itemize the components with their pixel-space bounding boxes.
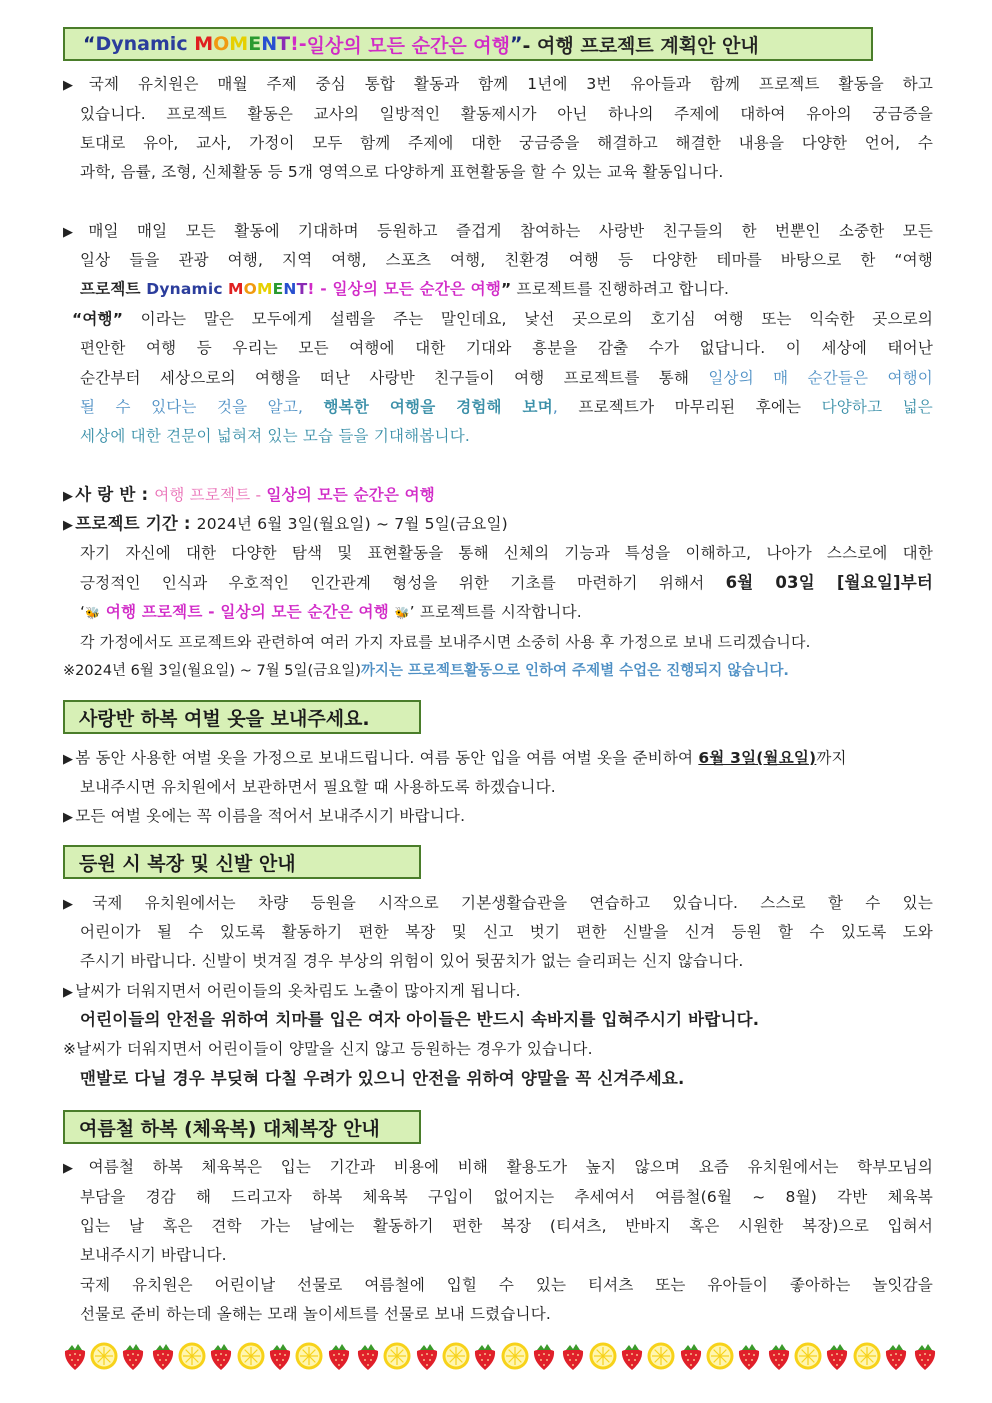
note-text: 까지는 프로젝트활동으로 인하여 주제별 수업은 진행되지 않습니다. xyxy=(360,663,789,679)
para2-text-7e: 다양하고 넓은 xyxy=(821,398,933,416)
lemon-icon xyxy=(793,1339,822,1373)
title-quote-close: ” xyxy=(510,33,523,55)
period-project-name: 여행 프로젝트 - 일상의 모든 순간은 여행 xyxy=(100,603,395,621)
title-rest: - 여행 프로젝트 계획안 안내 xyxy=(522,34,759,57)
strawberry-icon xyxy=(471,1339,500,1373)
strawberry-icon xyxy=(412,1339,441,1373)
period-line-4 xyxy=(80,597,933,627)
section3-line-1 xyxy=(63,1152,933,1182)
note-marker: ※ xyxy=(63,663,76,679)
class-value-b: 일상의 모든 순간은 여행 xyxy=(266,486,435,504)
lemon-icon xyxy=(852,1339,881,1373)
lemon-icon xyxy=(295,1339,324,1373)
section3-line-4: 보내주시기 바랍니다. xyxy=(80,1246,227,1264)
lemon-icon xyxy=(647,1339,676,1373)
section3-line-5: 국제 유치원은 어린이날 선물로 여름철에 입힐 수 있는 티셔츠 또는 유아들이 좋아하는 놀잇감을 xyxy=(80,1276,933,1294)
bee-icon: 🐝 xyxy=(85,606,101,620)
moment-letter: T xyxy=(296,280,308,298)
moment-letter: M xyxy=(227,280,244,298)
para2-dynamic: Dynamic xyxy=(146,280,223,298)
section3-text-1: 여름철 하복 체육복은 입는 기간과 비용에 비해 활용도가 높지 않으며 요즘 유치원에서는 학부모님의 xyxy=(88,1158,934,1176)
para2-text-7d: 프로젝트가 마무리된 후에는 xyxy=(578,398,822,416)
para2-line-7 xyxy=(80,392,933,422)
bullet-marker: ▶ xyxy=(63,752,74,767)
section3-line-2: 부담을 경감 해 드리고자 하복 체육복 구입이 없어지는 추세여서 여름철(6월 ~ 8월) 각반 체육복 xyxy=(80,1188,933,1206)
section2-line-3: 주시기 바랍니다. 신발이 벗겨질 경우 부상의 위험이 있어 뒷꿈치가 없는 슬리퍼는 신지 않습니다. xyxy=(80,952,744,970)
para2-text-1: 매일 매일 모든 활동에 기대하며 등원하고 즐겁게 참여하는 사랑반 친구들의 한 번뿐인 소중한 모든 xyxy=(88,222,933,240)
para2-line-4 xyxy=(72,304,933,334)
title-excl: ! xyxy=(290,33,299,55)
para2-text-7a: 될 수 있다는 것을 알고, xyxy=(80,398,324,416)
para2-project-label: 프로젝트 xyxy=(80,280,147,298)
para2-text-6a: 순간부터 세상으로의 여행을 떠난 사랑반 친구들이 여행 프로젝트를 통해 xyxy=(80,369,709,387)
bullet-marker: ▶ xyxy=(63,985,74,1000)
para2-dash: - xyxy=(314,280,333,298)
strawberry-icon xyxy=(353,1339,382,1373)
moment-letter: T xyxy=(277,33,291,55)
section2-line-1 xyxy=(63,888,933,918)
para2-line-8: 세상에 대한 견문이 넓혀져 있는 모습 들을 기대해봅니다. xyxy=(80,427,470,445)
section1-deadline: 6월 3일(월요일) xyxy=(698,749,817,767)
section2-text-4: 날씨가 더워지면서 어린이들의 옷차림도 노출이 많아지게 됩니다. xyxy=(75,982,521,1000)
section2-line-7: 맨발로 다닐 경우 부딪혀 다칠 우려가 있으니 안전을 위하여 양말을 꼭 신겨주세요. xyxy=(80,1069,685,1088)
lemon-icon xyxy=(383,1339,412,1373)
section2-line-6 xyxy=(63,1034,933,1064)
moment-letter: O xyxy=(213,33,230,55)
strawberry-icon xyxy=(207,1339,236,1373)
para2-line-3 xyxy=(80,274,933,304)
note-marker: ※ xyxy=(63,1040,77,1058)
bullet-marker: ▶ xyxy=(63,810,74,825)
intro-text-1: 국제 유치원은 매월 주제 중심 통합 활동과 함께 1년에 3번 유아들과 함께 프로젝트 활동을 하고 xyxy=(88,75,934,93)
fruit-border xyxy=(60,1336,940,1376)
strawberry-icon xyxy=(881,1339,910,1373)
moment-letter: M xyxy=(194,33,214,55)
section3-line-3: 입는 날 혹은 견학 가는 날에는 활동하기 편한 복장 (티셔츠, 반바지 혹은 시원한 복장)으로 입혀서 xyxy=(80,1217,933,1235)
lemon-icon xyxy=(441,1339,470,1373)
section3-title: 여름철 하복 (체육복) 대체복장 안내 xyxy=(63,1110,421,1144)
intro-line-2: 있습니다. 프로젝트 활동은 교사의 일방적인 활동제시가 아닌 하나의 주제에 대하여 유아의 궁금증을 xyxy=(80,105,933,123)
lemon-icon xyxy=(177,1339,206,1373)
intro-line-4: 과학, 음률, 조형, 신체활동 등 5개 영역으로 다양하게 표현활동을 할 수 있는 교육 활동입니다. xyxy=(80,163,724,181)
period-line-5: 각 가정에서도 프로젝트와 관련하여 여러 가지 자료를 보내주시면 소중히 사용 후 가정으로 보내 드리겠습니다. xyxy=(80,633,811,651)
strawberry-icon xyxy=(529,1339,558,1373)
strawberry-icon xyxy=(676,1339,705,1373)
lemon-icon xyxy=(705,1339,734,1373)
para2-rest: 프로젝트를 진행하려고 합니다. xyxy=(511,280,730,298)
strawberry-icon xyxy=(324,1339,353,1373)
strawberry-icon xyxy=(148,1339,177,1373)
para2-line-2 xyxy=(80,245,933,275)
moment-letter: M xyxy=(229,33,249,55)
section1-line-3 xyxy=(63,801,933,831)
note-dates: 2024년 6월 3일(월요일) ~ 7월 5일(금요일) xyxy=(75,663,361,679)
strawberry-icon xyxy=(265,1339,294,1373)
intro-line-3: 토대로 유아, 교사, 가정이 모두 함께 주제에 대한 궁금증을 해결하고 해결한 내용을 다양한 언어, 수 xyxy=(80,134,933,152)
moment-letter: N xyxy=(261,33,278,55)
section2-line-2: 어린이가 될 수 있도록 활동하기 편한 복장 및 신고 벗기 편한 신발을 신겨 등원 할 수 있도록 도와 xyxy=(80,923,933,941)
title-quote-open: “ xyxy=(83,33,96,55)
bee-icon: 🐝 xyxy=(394,606,410,620)
bullet-marker: ▶ xyxy=(63,78,87,93)
strawberry-icon xyxy=(60,1339,89,1373)
class-line xyxy=(63,480,933,510)
para2-line-5: 편안한 여행 등 우리는 모든 여행에 대한 기대와 흥분을 감출 수가 없답니다. 이 세상에 태어난 xyxy=(80,339,933,357)
section2-text-6: 날씨가 더워지면서 어린이들이 양말을 신지 않고 등원하는 경우가 있습니다. xyxy=(76,1040,593,1058)
title-slogan: 일상의 모든 순간은 여행 xyxy=(306,34,511,57)
strawberry-icon xyxy=(559,1339,588,1373)
section1-line-2: 보내주시면 유치원에서 보관하면서 필요할 때 사용하도록 하겠습니다. xyxy=(80,778,556,796)
section2-line-5: 어린이들의 안전을 위하여 치마를 입은 여자 아이들은 반드시 속바지를 입혀주시기 바랍니다. xyxy=(80,1010,760,1029)
section1-text-1a: 봄 동안 사용한 여벌 옷을 가정으로 보내드립니다. 여름 동안 입을 여름 여벌 옷을 준비하여 xyxy=(75,749,699,767)
para2-quote: ” xyxy=(501,280,512,298)
para2-text-2: 일상 들을 관광 여행, 지역 여행, 스포츠 여행, 친환경 여행 등 다양한 테마를 바탕으로 한 “여행 xyxy=(80,251,933,269)
period-start-date: 6월 03일 [월요일]부터 xyxy=(725,573,933,592)
period-line-3 xyxy=(80,568,933,598)
strawberry-icon xyxy=(119,1339,148,1373)
section2-text-1: 국제 유치원에서는 차량 등원을 시작으로 기본생활습관을 연습하고 있습니다. 스스로 할 수 있는 xyxy=(92,894,933,912)
para2-travel-word: “여행” xyxy=(72,310,124,328)
period-line xyxy=(63,509,933,539)
period-value: 2024년 6월 3일(월요일) ~ 7월 5일(금요일) xyxy=(196,515,508,533)
strawberry-icon xyxy=(617,1339,646,1373)
section3-line-6: 선물로 준비 하는데 올해는 모래 놀이세트를 선물로 보내 드렸습니다. xyxy=(80,1305,551,1323)
bullet-marker: ▶ xyxy=(63,225,87,240)
bullet-marker: ▶ xyxy=(63,489,74,504)
moment-letter: O xyxy=(243,280,257,298)
para2-text-6b: 일상의 매 순간들은 여행이 xyxy=(708,369,933,387)
moment-letter: E xyxy=(248,33,262,55)
section2-line-4 xyxy=(63,976,933,1006)
section1-line-1 xyxy=(63,743,933,773)
period-quote-open: ‘ xyxy=(80,603,86,621)
lemon-icon xyxy=(588,1339,617,1373)
para2-text-4: 이라는 말은 모두에게 설렘을 주는 말인데요, 낯선 곳으로의 호기심 여행 또는 익숙한 곳으로의 xyxy=(123,310,933,328)
title-banner xyxy=(63,27,873,61)
period-line-2: 자기 자신에 대한 다양한 탐색 및 표현활동을 통해 신체의 기능과 특성을 이해하고, 나아가 스스로에 대한 xyxy=(80,544,933,562)
strawberry-icon xyxy=(911,1339,940,1373)
intro-line-1 xyxy=(63,69,933,99)
period-text-4c: ’ 프로젝트를 시작합니다. xyxy=(409,603,582,621)
title-dynamic: Dynamic xyxy=(95,33,188,55)
para2-excl: ! xyxy=(307,280,315,298)
para2-line-6 xyxy=(80,363,933,393)
section1-text-3: 모든 여벌 옷에는 꼭 이름을 적어서 보내주시기 바랍니다. xyxy=(75,807,466,825)
section1-title: 사랑반 하복 여벌 옷을 보내주세요. xyxy=(63,700,421,734)
title-moment xyxy=(194,33,290,55)
strawberry-icon xyxy=(823,1339,852,1373)
title-dash: - xyxy=(298,33,307,55)
period-text-3a: 긍정적인 인식과 우호적인 인간관계 형성을 위한 기초를 마련하기 위해서 xyxy=(80,574,726,592)
para2-text-7c: , xyxy=(552,398,579,416)
lemon-icon xyxy=(500,1339,529,1373)
class-label: 사 랑 반 : xyxy=(75,485,155,504)
bullet-marker: ▶ xyxy=(63,518,74,533)
lemon-icon xyxy=(236,1339,265,1373)
section1-text-1c: 까지 xyxy=(816,749,847,767)
section2-title: 등원 시 복장 및 신발 안내 xyxy=(63,845,421,879)
moment-letter: M xyxy=(256,280,273,298)
para2-moment xyxy=(228,280,307,298)
strawberry-icon xyxy=(764,1339,793,1373)
lemon-icon xyxy=(89,1339,118,1373)
para2-text-7b: 행복한 여행을 경험해 보며 xyxy=(323,398,553,416)
period-note xyxy=(63,656,933,686)
para2-slogan: 일상의 모든 순간은 여행 xyxy=(332,280,502,298)
bullet-marker: ▶ xyxy=(63,897,91,912)
period-label: 프로젝트 기간 : xyxy=(75,514,197,533)
class-value-a: 여행 프로젝트 - xyxy=(154,486,267,504)
moment-letter: E xyxy=(272,280,284,298)
para2-line-1 xyxy=(63,216,933,246)
strawberry-icon xyxy=(735,1339,764,1373)
bullet-marker: ▶ xyxy=(63,1161,87,1176)
moment-letter: N xyxy=(283,280,297,298)
